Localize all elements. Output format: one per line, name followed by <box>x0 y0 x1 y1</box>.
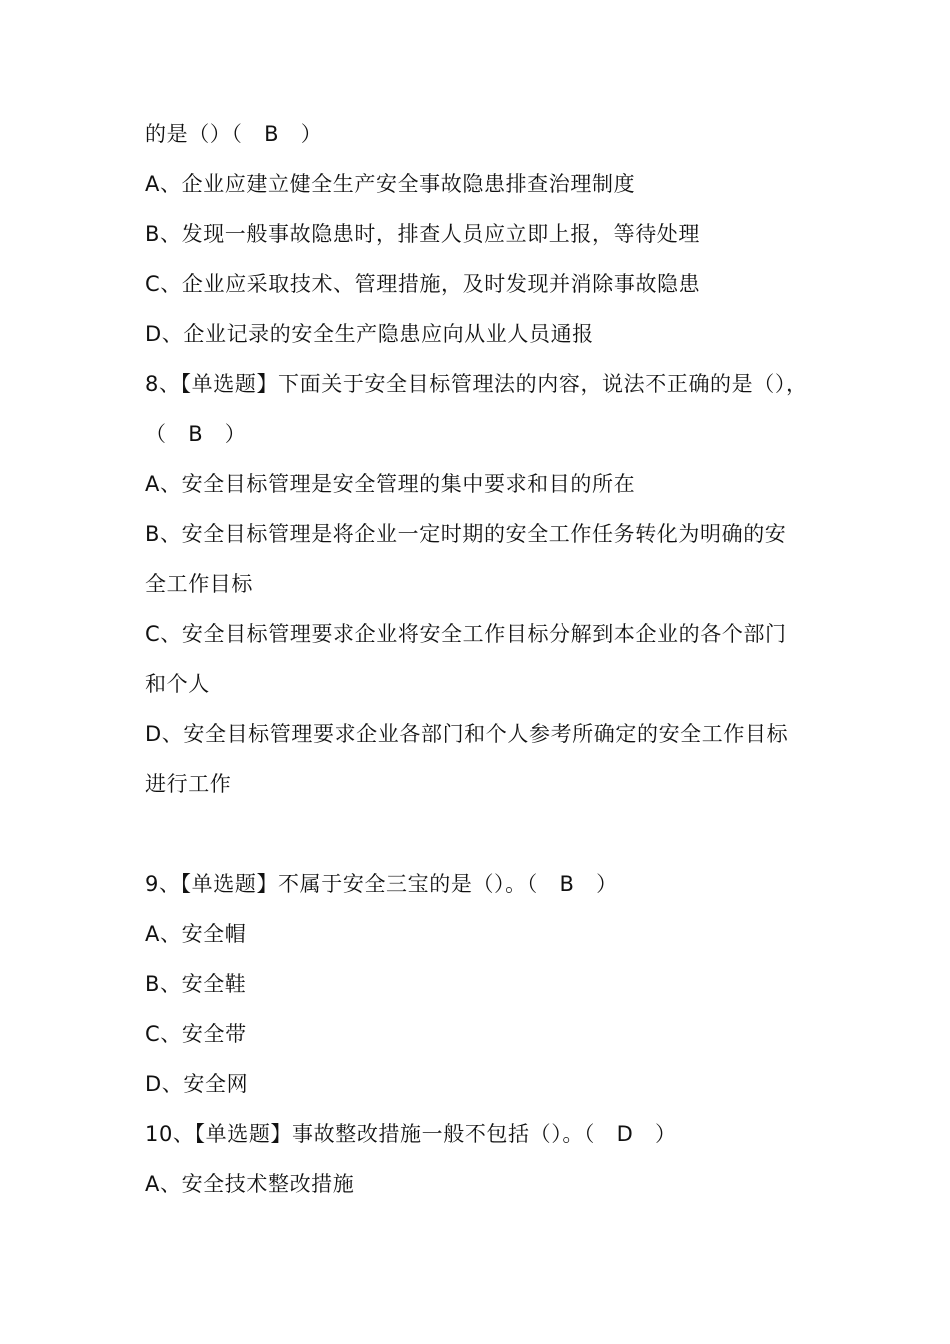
q7-option-a: A、企业应建立健全生产安全事故隐患排查治理制度 <box>145 172 636 196</box>
q9-option-d: D、安全网 <box>145 1072 249 1096</box>
q10-option-a: A、安全技术整改措施 <box>145 1172 355 1196</box>
question-8-answer: （ B ） <box>145 422 247 446</box>
q9-option-c: C、安全带 <box>145 1022 247 1046</box>
q8-option-b-continued: 全工作目标 <box>145 572 253 596</box>
q7-option-b: B、发现一般事故隐患时，排查人员应立即上报，等待处理 <box>145 222 701 246</box>
q7-option-c: C、企业应采取技术、管理措施，及时发现并消除事故隐患 <box>145 272 701 296</box>
q8-option-b: B、安全目标管理是将企业一定时期的安全工作任务转化为明确的安 <box>145 522 787 546</box>
q8-option-c: C、安全目标管理要求企业将安全工作目标分解到本企业的各个部门 <box>145 622 787 646</box>
q7-option-d: D、企业记录的安全生产隐患应向从业人员通报 <box>145 322 594 346</box>
q9-option-b: B、安全鞋 <box>145 972 247 996</box>
q9-option-a: A、安全帽 <box>145 922 247 946</box>
blank-spacer <box>145 809 815 859</box>
question-9-stem: 9、【单选题】不属于安全三宝的是（）。（ B ） <box>145 872 618 896</box>
q8-option-a: A、安全目标管理是安全管理的集中要求和目的所在 <box>145 472 636 496</box>
question-10-stem: 10、【单选题】事故整改措施一般不包括（）。（ D ） <box>145 1122 677 1146</box>
question-7-continuation: 的是（）（ B ） <box>145 122 323 146</box>
question-8-stem: 8、【单选题】下面关于安全目标管理法的内容，说法不正确的是（）， <box>145 372 808 396</box>
q8-option-d-continued: 进行工作 <box>145 772 232 796</box>
q8-option-c-continued: 和个人 <box>145 672 210 696</box>
q8-option-d: D、安全目标管理要求企业各部门和个人参考所确定的安全工作目标 <box>145 722 789 746</box>
document-body <box>145 109 815 1209</box>
